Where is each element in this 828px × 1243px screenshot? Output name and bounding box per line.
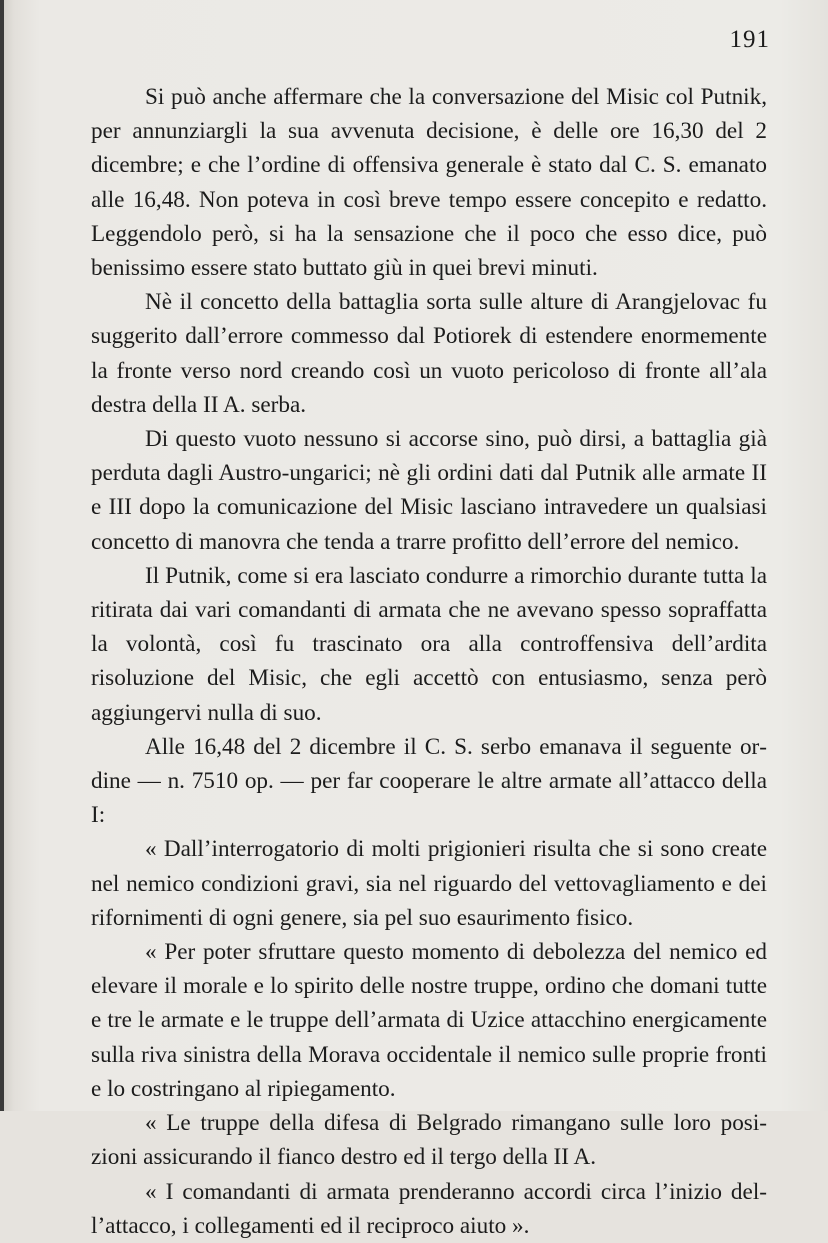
- paragraph-3: Di questo vuoto nessuno si accorse sino, può dirsi, a battaglia già perduta dagli Austro-ungarici; nè gli ordini dati dal Putnik alle armate II e III dopo la comunicazione del Misic lasciano intravedere un qualsiasi concetto di manovra che tenda a trarre profitto dell’errore del nemico.: [91, 426, 767, 555]
- paragraph-5: Alle 16,48 del 2 dicembre il C. S. serbo emanava il seguente ordine — n. 7510 op. — per far cooperare le altre armate all’attacco della I:: [91, 733, 767, 829]
- quote-paragraph-3: « Le truppe della difesa di Belgrado rimangano sulle loro posizioni assicurando il fianco destro ed il tergo della II A.: [91, 1110, 767, 1171]
- paragraph-4: Il Putnik, come si era lasciato condurre a rimorchio durante tutta la ritirata dai vari comandanti di armata che ne avevano spesso sopraffatta la volontà, così fu trascinato ora alla controffensiva dell’ardita risoluzione del Misic, che egli accettò con entusiasmo, senza però aggiungervi nulla di suo.: [91, 562, 767, 726]
- page-number: 191: [729, 26, 770, 53]
- paragraph-1: Si può anche affermare che la conversazione del Misic col Putnik, per annunziargli la sua avvenuta decisione, è delle ore 16,30 del 2 dicembre; e che l’ordine di offensiva generale è stato dal C. S. emanato alle 16,48. Non poteva in così breve tempo essere concepito e redatto. Leggendolo però, si ha la sensazione che il poco che esso dice, può benissimo essere stato buttato giù in quei brevi minuti.: [91, 84, 767, 282]
- quote-paragraph-4: « I comandanti di armata prenderanno accordi circa l’inizio dell’attacco, i collegamenti ed il reciproco aiuto ».: [91, 1178, 767, 1239]
- paragraph-2: Nè il concetto della battaglia sorta sulle alture di Arangjelovac fu suggerito dall’errore commesso dal Potiorek di estendere enormemente la fronte verso nord creando così un vuoto pericoloso di fronte all’ala destra della II A. serba.: [91, 289, 767, 418]
- book-spine-edge: [0, 0, 4, 1111]
- body-text: [91, 80, 767, 1243]
- quote-paragraph-2: « Per poter sfruttare questo momento di debolezza del nemico ed elevare il morale e lo spirito delle nostre truppe, ordino che domani tutte e tre le armate e le truppe dell’armata di Uzice attacchino energicamente sulla riva sinistra della Morava occidentale il nemico sulle proprie fronti e lo costringano al ripiegamento.: [91, 939, 767, 1102]
- quote-paragraph-1: « Dall’interrogatorio di molti prigionieri risulta che si sono create nel nemico condizioni gravi, sia nel riguardo del vettovagliamento e dei rifornimenti di ogni genere, sia pel suo esaurimento fisico.: [91, 836, 767, 931]
